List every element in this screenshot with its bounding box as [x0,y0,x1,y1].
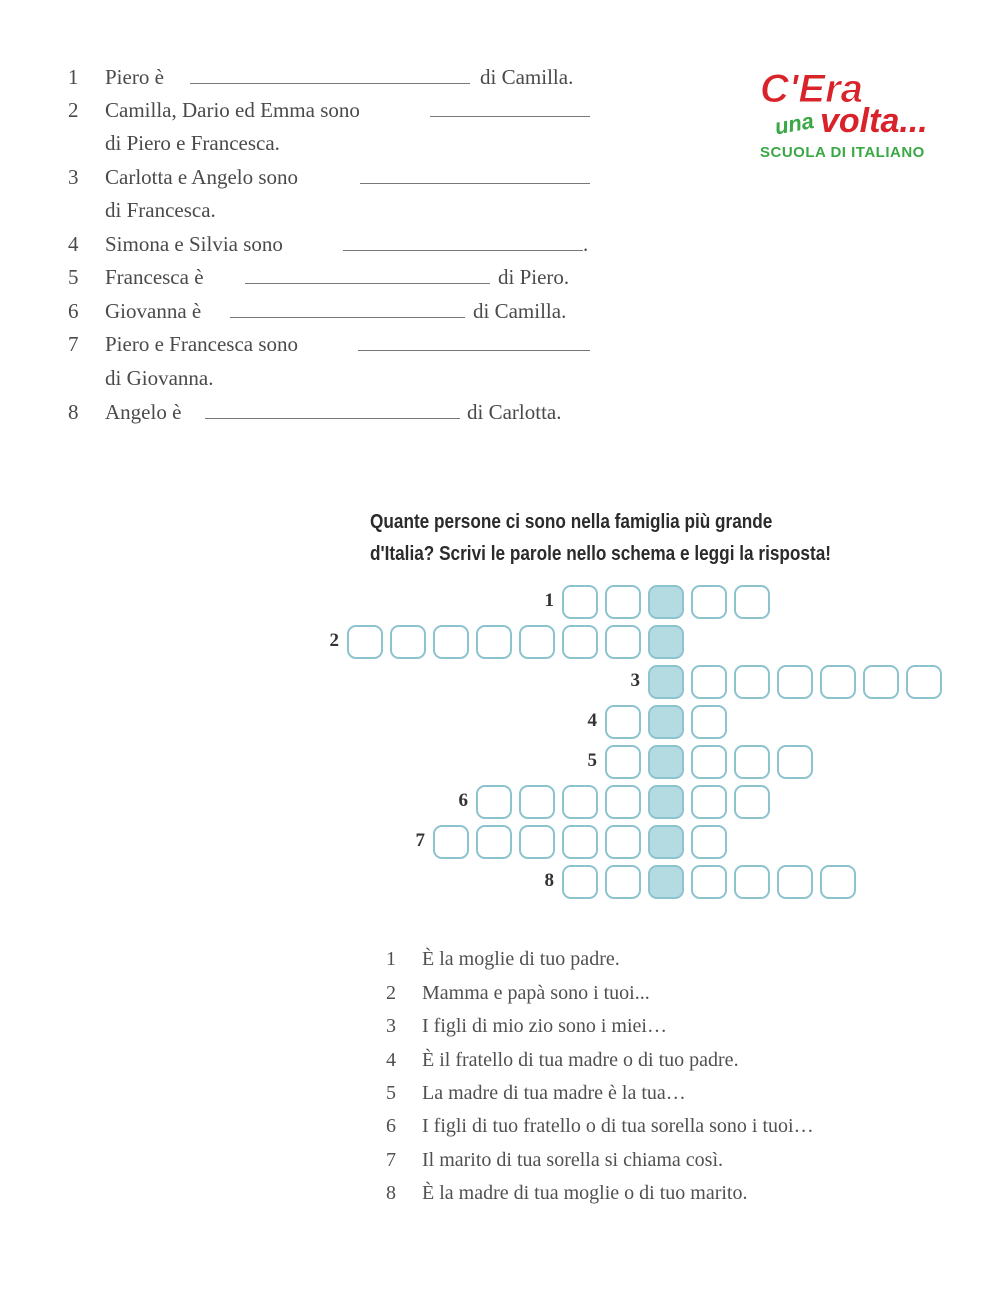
clue-item [380,1044,940,1077]
crossword-cell[interactable] [777,745,813,779]
crossword-cell[interactable] [562,865,598,899]
crossword-row-number: 2 [329,630,339,651]
crossword-key-cell[interactable] [648,745,684,779]
answer-blank[interactable] [358,350,590,351]
crossword-cell[interactable] [476,625,512,659]
answer-blank[interactable] [430,116,590,117]
crossword-cell[interactable] [863,665,899,699]
crossword-cell[interactable] [605,745,641,779]
exercise-line [60,62,600,92]
clue-text: È il fratello di tua madre o di tuo padre. [422,1049,739,1071]
crossword-cell[interactable] [433,825,469,859]
line-text: Simona e Silvia sono [105,232,283,256]
exercise-line [60,329,600,359]
crossword-cell[interactable] [691,665,727,699]
line-text: Piero è [105,65,164,89]
crossword-row-number: 7 [415,830,425,851]
exercise-line [60,162,600,192]
exercise-line [60,95,600,125]
answer-blank[interactable] [230,317,465,318]
school-logo [740,60,950,170]
crossword-cell[interactable] [433,625,469,659]
crossword-row-number: 3 [630,670,640,691]
clue-number: 2 [386,982,396,1004]
clue-number: 1 [386,948,396,970]
crossword-cell[interactable] [691,745,727,779]
crossword-cell[interactable] [691,865,727,899]
line-number: 5 [68,265,79,289]
answer-blank[interactable] [360,183,590,184]
answer-blank[interactable] [245,283,490,284]
crossword-row-number: 1 [544,590,554,611]
crossword-cell[interactable] [734,745,770,779]
crossword-cell[interactable] [476,825,512,859]
clue-number: 5 [386,1082,396,1104]
line-ending: di Carlotta. [467,400,562,424]
answer-blank[interactable] [343,250,583,251]
clue-text: Mamma e papà sono i tuoi... [422,982,650,1004]
crossword-cell[interactable] [820,865,856,899]
clue-item [380,943,940,976]
crossword-title-line1: Quante persone ci sono nella famiglia più grande [370,511,773,533]
line-number: 6 [68,299,79,323]
crossword-cell[interactable] [519,625,555,659]
line-number: 3 [68,165,79,189]
crossword-cell[interactable] [820,665,856,699]
crossword-row-number: 8 [544,870,554,891]
clue-text: La madre di tua madre è la tua… [422,1082,686,1104]
clue-text: È la moglie di tuo padre. [422,948,620,970]
crossword-cell[interactable] [734,665,770,699]
crossword-cell[interactable] [777,665,813,699]
answer-blank[interactable] [190,83,470,84]
crossword-row-number: 6 [458,790,468,811]
exercise-line [60,229,600,259]
clue-text: È la madre di tua moglie o di tuo marito. [422,1182,748,1204]
crossword-cell[interactable] [562,585,598,619]
line-text: Carlotta e Angelo sono [105,165,299,189]
line-number: 8 [68,400,79,424]
logo-line1: C'Era [760,67,863,111]
clue-text: I figli di mio zio sono i miei… [422,1015,667,1037]
logo-line2a: una [772,108,816,140]
crossword-cell[interactable] [605,585,641,619]
crossword-key-cell[interactable] [648,585,684,619]
line-text: Piero e Francesca sono [105,332,299,356]
crossword-cell[interactable] [734,865,770,899]
clue-item [380,1110,940,1143]
clue-item [380,1077,940,1110]
line-number: 4 [68,232,79,256]
clue-number: 3 [386,1015,396,1037]
crossword-cell[interactable] [562,825,598,859]
crossword-key-cell[interactable] [648,625,684,659]
crossword-row-number: 4 [587,710,597,731]
clue-text: Il marito di tua sorella si chiama così. [422,1149,724,1171]
clue-item [380,977,940,1010]
exercise-line [60,363,600,393]
crossword-key-cell[interactable] [648,705,684,739]
crossword-cell[interactable] [562,785,598,819]
line-text: Giovanna è [105,299,202,323]
crossword-cell[interactable] [691,825,727,859]
line-number: 1 [68,65,79,89]
crossword-key-cell[interactable] [648,785,684,819]
clue-item [380,1144,940,1177]
crossword-cell[interactable] [562,625,598,659]
line-text: Camilla, Dario ed Emma sono [105,98,360,122]
crossword-cell[interactable] [734,585,770,619]
line-text: di Giovanna. [105,366,214,390]
line-text: Angelo è [105,400,182,424]
crossword-title [370,506,852,570]
clue-number: 4 [386,1049,396,1071]
crossword-cell[interactable] [734,785,770,819]
crossword-cell[interactable] [519,825,555,859]
clue-number: 7 [386,1149,396,1171]
clue-item [380,1010,940,1043]
crossword-cell[interactable] [605,785,641,819]
crossword-cell[interactable] [605,825,641,859]
crossword-cell[interactable] [605,865,641,899]
crossword-cell[interactable] [605,625,641,659]
crossword-cell[interactable] [605,705,641,739]
crossword-key-cell[interactable] [648,865,684,899]
crossword-cell[interactable] [390,625,426,659]
crossword-cell[interactable] [691,785,727,819]
crossword-row-number: 5 [587,750,597,771]
line-number: 2 [68,98,79,122]
crossword-key-cell[interactable] [648,665,684,699]
clue-text: I figli di tuo fratello o di tua sorella sono i tuoi… [422,1115,814,1137]
exercise-line [60,195,600,225]
clue-number: 6 [386,1115,396,1137]
line-text: di Piero e Francesca. [105,131,280,155]
crossword-cell[interactable] [906,665,942,699]
line-number: 7 [68,332,79,356]
crossword-cell[interactable] [691,705,727,739]
clue-number: 8 [386,1182,396,1204]
logo-line2b: volta... [820,102,928,140]
crossword-cell[interactable] [691,585,727,619]
exercise-line [60,397,600,427]
exercise-line [60,296,600,326]
crossword-cell[interactable] [476,785,512,819]
line-text: di Francesca. [105,198,216,222]
crossword-cell[interactable] [519,785,555,819]
crossword-cell[interactable] [347,625,383,659]
answer-blank[interactable] [205,418,460,419]
crossword-cell[interactable] [777,865,813,899]
line-text: Francesca è [105,265,204,289]
line-ending: di Camilla. [480,65,574,89]
crossword-title-line2: d'Italia? Scrivi le parole nello schema e leggi la risposta! [370,543,832,565]
exercise-line [60,262,600,292]
clue-item [380,1177,940,1210]
line-ending: di Camilla. [473,299,567,323]
line-ending: . [583,232,589,256]
logo-line3: SCUOLA DI ITALIANO [760,144,925,161]
crossword-key-cell[interactable] [648,825,684,859]
line-ending: di Piero. [498,265,570,289]
exercise-line [60,128,600,158]
